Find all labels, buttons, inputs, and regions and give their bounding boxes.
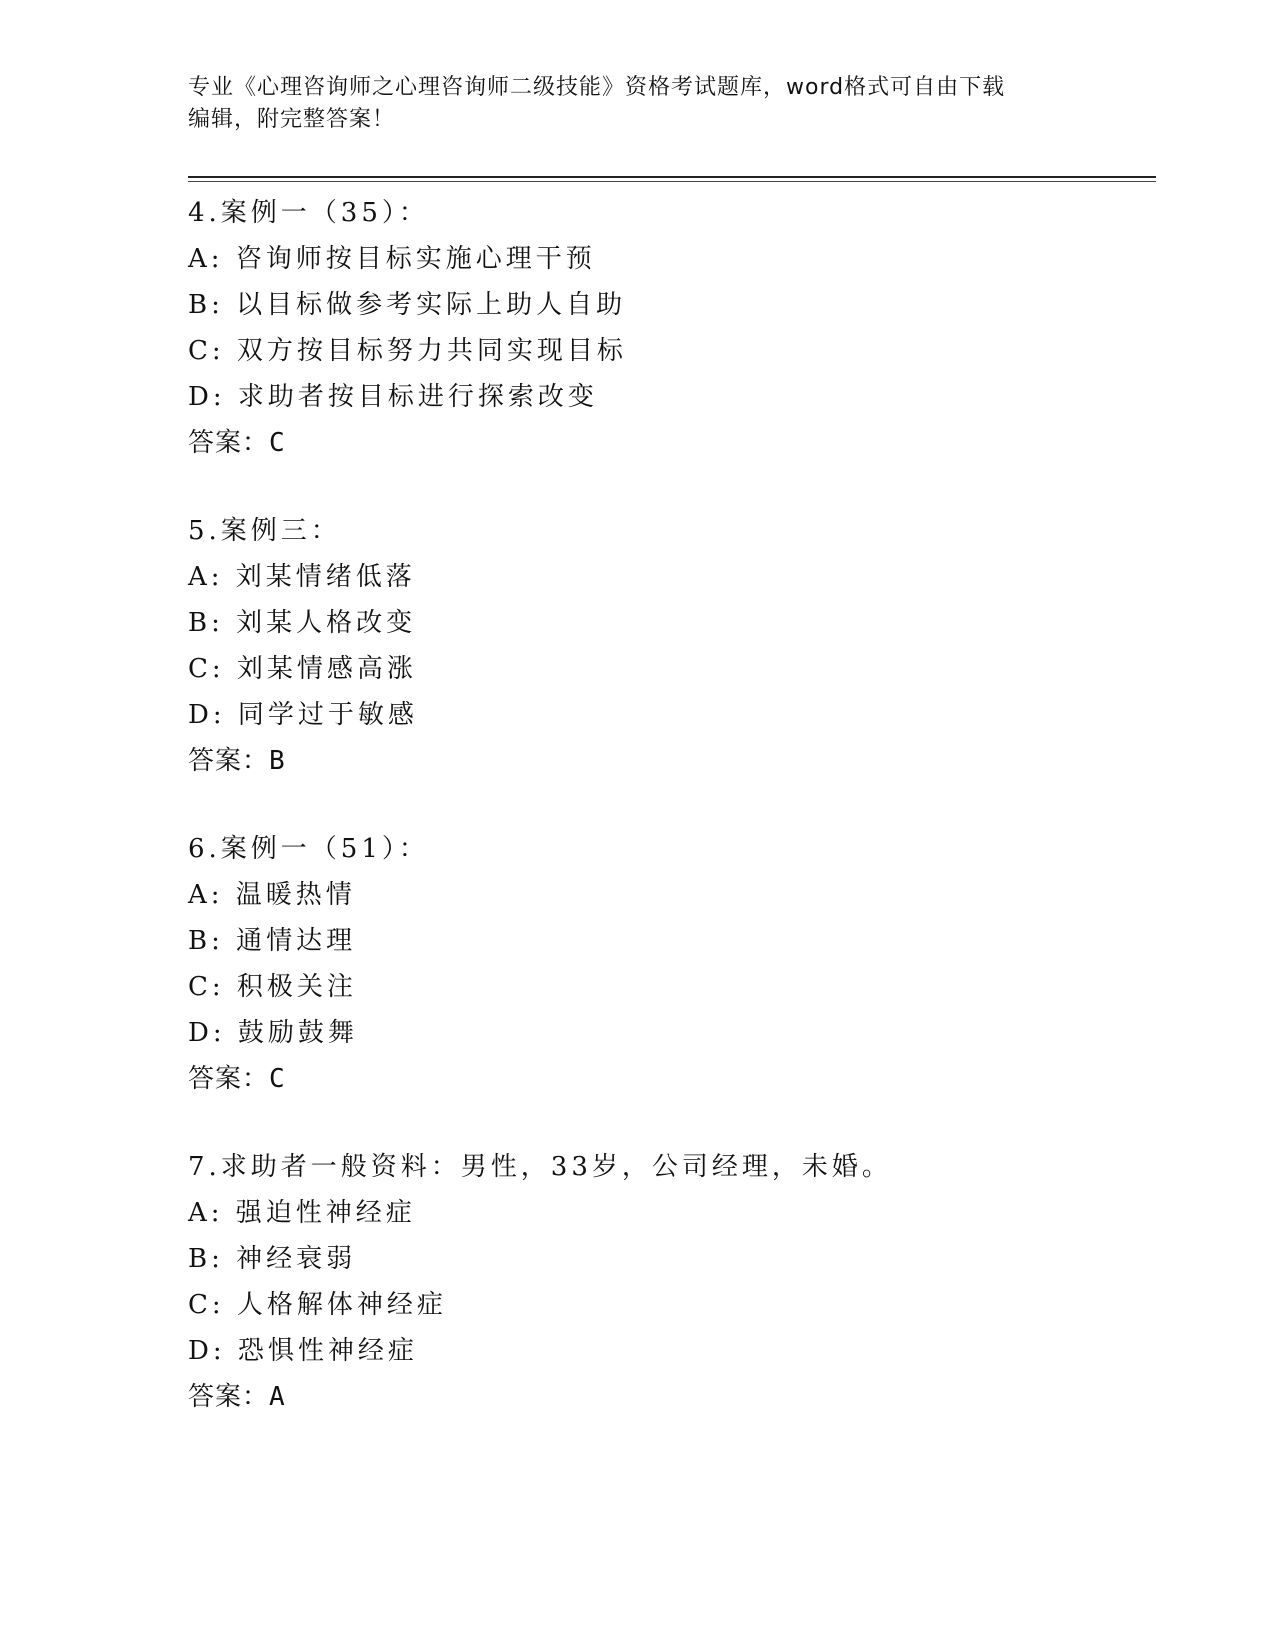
option-c: C: 人格解体神经症: [188, 1290, 447, 1320]
question-6: [188, 826, 1148, 1102]
header-divider-thin: [188, 181, 1156, 182]
question-7: [188, 1144, 1148, 1420]
option-b: B: 神经衰弱: [188, 1244, 357, 1274]
answer-value: C: [269, 428, 286, 458]
option-c: C: 积极关注: [188, 972, 357, 1002]
option-b: B: 通情达理: [188, 926, 357, 956]
answer-value: C: [269, 1064, 286, 1094]
question-5: [188, 508, 1148, 784]
question-stem: 7.求助者一般资料：男性，33岁，公司经理，未婚。: [188, 1152, 892, 1182]
question-list: [188, 190, 1148, 1462]
option-b: B: 以目标做参考实际上助人自助: [188, 290, 627, 320]
option-b: B: 刘某人格改变: [188, 608, 417, 638]
option-a: A: 强迫性神经症: [188, 1198, 416, 1228]
question-4: [188, 190, 1148, 466]
answer-label: 答案：: [188, 1382, 270, 1412]
header-line-1: 专业《心理咨询师之心理咨询师二级技能》资格考试题库，word格式可自由下载: [188, 75, 1006, 100]
header-divider-thick: [188, 176, 1156, 178]
question-stem: 6.案例一（51）：: [188, 834, 429, 864]
answer-line: [188, 420, 1148, 466]
option-c: C: 刘某情感高涨: [188, 654, 417, 684]
answer-value: A: [269, 1382, 286, 1412]
document-header: [188, 72, 1068, 136]
answer-line: [188, 738, 1148, 784]
answer-label: 答案：: [188, 1064, 270, 1094]
option-d: D: 同学过于敏感: [188, 700, 418, 730]
answer-line: [188, 1056, 1148, 1102]
answer-label: 答案：: [188, 746, 270, 776]
option-d: D: 求助者按目标进行探索改变: [188, 382, 598, 412]
option-a: A: 刘某情绪低落: [188, 562, 416, 592]
answer-line: [188, 1374, 1148, 1420]
option-d: D: 恐惧性神经症: [188, 1336, 418, 1366]
answer-label: 答案：: [188, 428, 270, 458]
answer-value: B: [269, 746, 286, 776]
option-a: A: 咨询师按目标实施心理干预: [188, 244, 596, 274]
option-d: D: 鼓励鼓舞: [188, 1018, 358, 1048]
question-stem: 5.案例三：: [188, 516, 341, 546]
question-stem: 4.案例一（35）：: [188, 198, 429, 228]
option-a: A: 温暖热情: [188, 880, 356, 910]
option-c: C: 双方按目标努力共同实现目标: [188, 336, 627, 366]
header-line-2: 编辑，附完整答案！: [188, 107, 396, 132]
